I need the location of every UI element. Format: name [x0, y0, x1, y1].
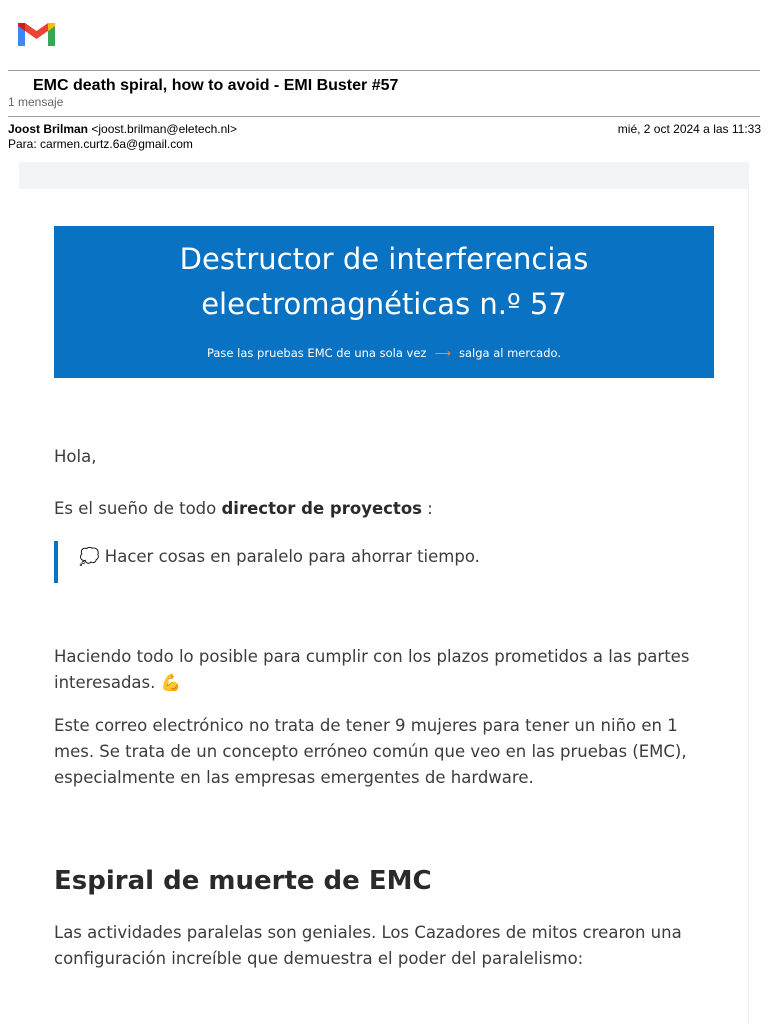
- subject-divider: [8, 116, 760, 117]
- banner-subtitle-right: salga al mercado.: [458, 346, 562, 360]
- banner-title: [54, 237, 714, 327]
- intro-suffix: :: [421, 499, 433, 518]
- message-count: 1 mensaje: [8, 95, 64, 109]
- recipient-line: Para: carmen.curtz.6a@gmail.com: [8, 137, 193, 151]
- email-subject: EMC death spiral, how to avoid - EMI Buster #57: [33, 77, 399, 94]
- banner-subtitle: [54, 346, 714, 360]
- arrow-right-icon: ⟶: [434, 346, 451, 360]
- banner-title-line-1: Destructor de interferencias: [179, 242, 589, 276]
- newsletter-banner: [54, 226, 714, 378]
- intro-paragraph: [54, 496, 719, 522]
- paragraph-deadlines-text: Haciendo todo lo posible para cumplir con los plazos prometidos a las partes interesadas.: [54, 647, 690, 692]
- thought-balloon-icon: 💭: [79, 547, 100, 566]
- blockquote: [79, 547, 480, 567]
- paragraph-parallel: Las actividades paralelas son geniales. Los Cazadores de mitos crearon una configuración increíble que demuestra el poder del paralelismo:: [54, 923, 682, 968]
- sender-name: Joost Brilman: [8, 122, 89, 136]
- section-heading: Espiral de muerte de EMC: [54, 866, 432, 896]
- paragraph-deadlines: [54, 644, 719, 696]
- sender-email: <joost.brilman@eletech.nl>: [91, 122, 237, 136]
- flexed-biceps-icon: 💪: [160, 673, 182, 692]
- email-date: mié, 2 oct 2024 a las 11:33: [617, 122, 761, 136]
- banner-title-line-2: electromagnéticas n.º 57: [201, 287, 567, 321]
- sender-line: [8, 122, 237, 136]
- intro-prefix: Es el sueño de todo: [54, 499, 222, 518]
- greeting: Hola,: [54, 447, 97, 466]
- quote-text: Hacer cosas en paralelo para ahorrar tiempo.: [104, 547, 480, 566]
- quote-bar: [54, 541, 58, 583]
- intro-bold: director de proyectos: [221, 499, 422, 518]
- email-body-border: [748, 189, 749, 1024]
- paragraph-misconception: Este correo electrónico no trata de tener 9 mujeres para tener un niño en 1 mes. Se trata de un concepto erróneo común que veo en las pruebas (EMC), especialmente en las empresas emergentes de hardware.: [54, 716, 687, 787]
- header-divider: [8, 70, 760, 71]
- banner-subtitle-left: Pase las pruebas EMC de una sola vez: [206, 346, 427, 360]
- gmail-logo-icon[interactable]: [16, 18, 57, 48]
- email-top-band: [19, 162, 749, 189]
